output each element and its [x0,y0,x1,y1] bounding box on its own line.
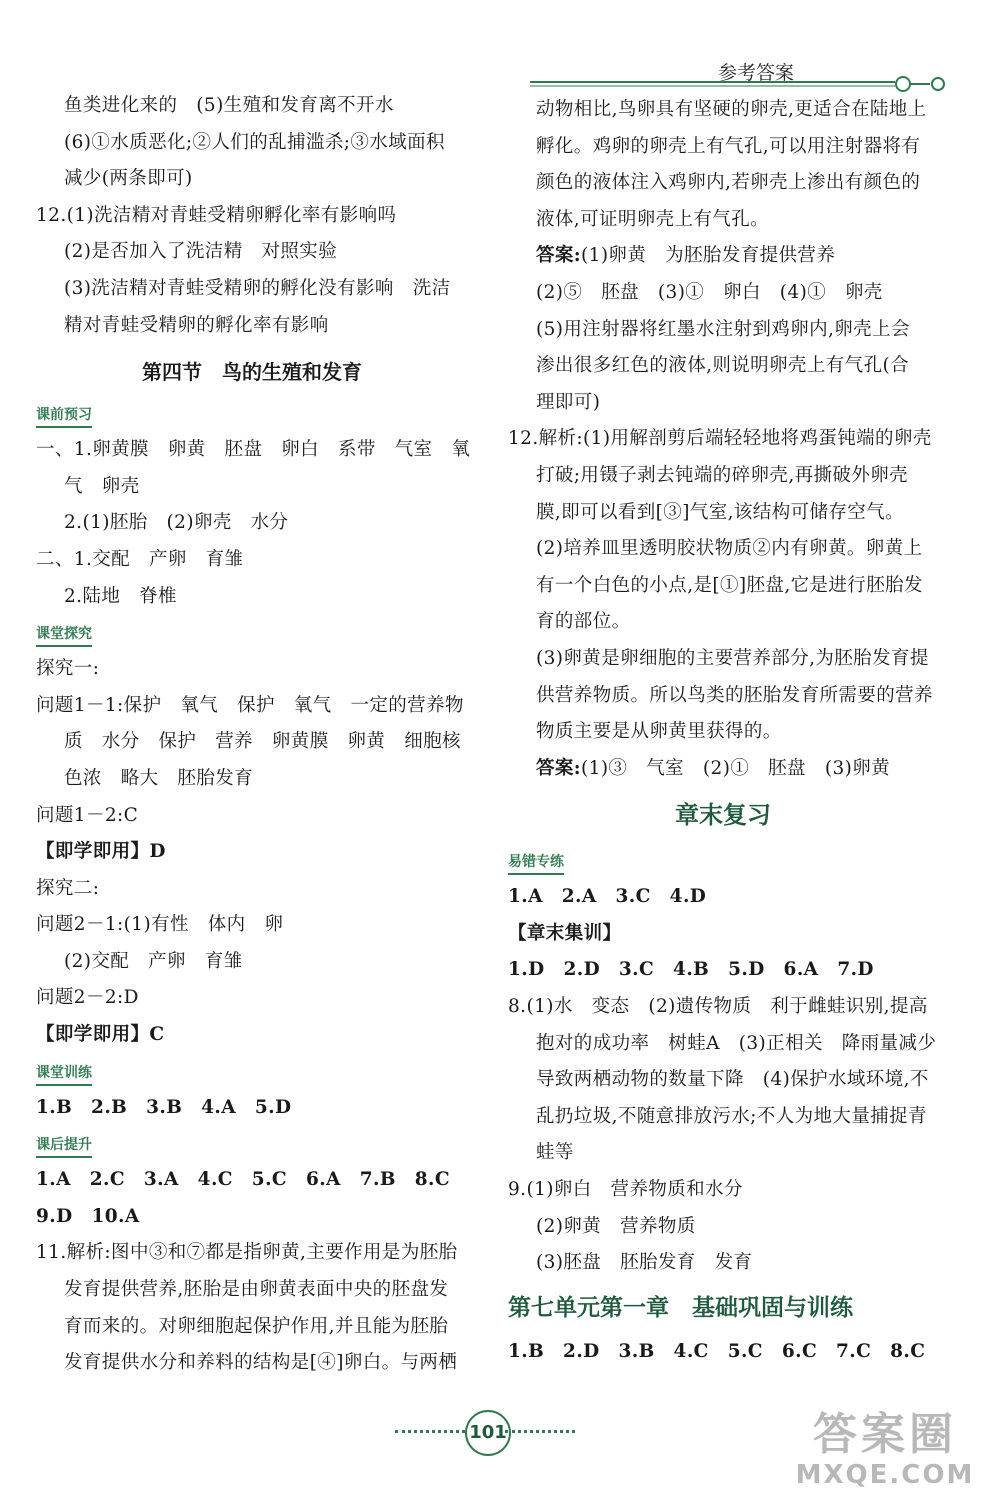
instant-use-label: 【即学即用】 [36,841,150,863]
text-line: 育的部位。 [536,611,631,633]
text-line: 12.(1)洗洁精对青蛙受精卵孵化率有影响吗 [36,204,397,226]
text-line: 理即可) [536,391,601,413]
answer-line [508,238,938,275]
tag-error-practice: 易错专练 [508,851,564,875]
tag-after-class: 课后提升 [36,1134,92,1158]
chapter-title: 章末复习 [675,801,771,830]
text-line: 膜,即可以看到[③]气室,该结构可储存空气。 [536,501,904,523]
text-line: 11.解析:图中③和⑦都是指卵黄,主要作用是为胚胎 [36,1242,458,1264]
text-line: 减少(两条即可) [64,168,193,190]
text-line: 问题2－1:(1)有性 体内 卵 [36,914,284,936]
answer-label: 答案: [536,245,582,267]
text-line: (5)用注射器将红墨水注射到鸡卵内,卵壳上会 [536,318,910,340]
tag-class-training: 课堂训练 [36,1062,92,1086]
text-line: 蛙等 [536,1142,574,1164]
footer-dots-right [505,1430,575,1433]
text-line: (2)⑤ 胚盘 (3)① 卵白 (4)① 卵壳 [536,281,883,303]
text-line: 渗出很多红色的液体,则说明卵壳上有气孔(合 [536,355,909,377]
text-line: 打破;用镊子剥去钝端的碎卵壳,再撕破外卵壳 [536,464,909,486]
text-line: (3)卵黄是卵细胞的主要营养部分,为胚胎发育提 [536,647,929,669]
text-line: 颜色的液体注入鸡卵内,若卵壳上渗出有颜色的 [536,172,921,194]
answer-line: 1.B 2.B 3.B 4.A 5.D [36,1096,292,1118]
watermark-domain: MXQE.COM [795,1460,975,1490]
text-line: (3)胚盘 胚胎发育 发育 [536,1252,753,1274]
instant-use-answer: C [149,1024,165,1046]
text-line: 精对青蛙受精卵的孵化率有影响 [64,314,329,336]
text-line: (2)卵黄 营养物质 [536,1215,696,1237]
text-line: 供营养物质。所以鸟类的胚胎发育所需要的营养 [536,684,933,706]
instant-use-answer: D [149,841,166,863]
text-line: (2)交配 产卵 育雏 [64,950,243,972]
text-line: 色浓 略大 胚胎发育 [64,767,254,789]
text-line: 12.解析:(1)用解剖剪后端轻轻地将鸡蛋钝端的卵壳 [508,428,932,450]
answer-label: 答案: [536,757,582,779]
right-column [508,92,938,1370]
answer-line [508,751,938,788]
text-line: 抱对的成功率 树蛙A (3)正相关 降雨量减少 [536,1032,937,1054]
instant-use-line [36,834,468,871]
unit-title: 第七单元第一章 基础巩固与训练 [508,1294,853,1321]
instant-use-line [36,1017,468,1054]
text-line: 气 卵壳 [64,475,140,497]
text-line: 有一个白色的小点,是[①]胚盘,它是进行胚胎发 [536,574,923,596]
tag-pre-study: 课前预习 [36,404,92,428]
footer-dots-left [395,1430,465,1433]
answer-line: 1.A 2.C 3.A 4.C 5.C 6.A 7.B 8.C [36,1169,450,1191]
text-line: 问题1－2:C [36,804,139,826]
text-line: 问题1－1:保护 氧气 保护 氧气 一定的营养物 [36,694,464,716]
text-line: 发育提供水分和养料的结构是[④]卵白。与两栖 [64,1352,458,1374]
text-line: (3)洗洁精对青蛙受精卵的孵化没有影响 洗洁 [64,277,451,299]
page-footer [395,1410,635,1460]
text-line: (6)①水质恶化;②人们的乱捕滥杀;③水域面积 [64,131,445,153]
text-line: 育而来的。对卵细胞起保护作用,并且能为胚胎 [64,1315,449,1337]
text-line: 液体,可证明卵壳上有气孔。 [536,208,770,230]
text-line: 发育提供营养,胚胎是由卵黄表面中央的胚盘发 [64,1279,449,1301]
answer-line: 1.A 2.A 3.C 4.D [508,886,707,908]
answer-line: 1.D 2.D 3.C 4.B 5.D 6.A 7.D [508,959,874,981]
text-line: 导致两栖动物的数量下降 (4)保护水域环境,不 [536,1069,929,1091]
text-line: (2)培养皿里透明胶状物质②内有卵黄。卵黄上 [536,538,923,560]
instant-use-label: 【即学即用】 [36,1024,150,1046]
text-line: 鱼类进化来的 (5)生殖和发育离不开水 [64,95,394,116]
header-title: 参考答案 [718,62,795,84]
text-line: 一、1.卵黄膜 卵黄 胚盘 卵白 系带 气室 氧 [36,439,471,461]
answer-line: 1.B 2.D 3.B 4.C 5.C 6.C 7.C 8.C [508,1340,926,1362]
text-line: 8.(1)水 变态 (2)遗传物质 利于雌蛙识别,提高 [508,996,928,1018]
text-line: 9.(1)卵白 营养物质和水分 [508,1179,743,1201]
section-title: 第四节 鸟的生殖和发育 [142,360,362,385]
left-column [36,88,471,1382]
text-line: 质 水分 保护 营养 卵黄膜 卵黄 细胞核 [64,731,461,753]
text-line: 动物相比,鸟卵具有坚硬的卵壳,更适合在陆地上 [536,99,927,120]
text-line: 乱扔垃圾,不随意排放污水;不人为地大量捕捉青 [536,1105,927,1127]
answer-text: (1)卵黄 为胚胎发育提供营养 [581,245,836,267]
answer-line: 9.D 10.A [36,1205,140,1227]
watermark-logo [790,1410,980,1500]
text-line: 2.(1)胚胎 (2)卵壳 水分 [64,512,289,534]
review-label: 【章末集训】 [508,922,622,944]
answer-text: (1)③ 气室 (2)① 胚盘 (3)卵黄 [581,757,891,779]
text-line: 物质主要是从卵黄里获得的。 [536,721,782,743]
text-line: 二、1.交配 产卵 育雏 [36,548,244,570]
text-line: 孵化。鸡卵的卵壳上有气孔,可以用注射器将有 [536,135,921,157]
text-line: 2.陆地 脊椎 [64,585,177,607]
page-number: 101 [465,1410,511,1456]
text-line: (2)是否加入了洗洁精 对照实验 [64,241,338,263]
watermark-title: 答案圈 [813,1409,957,1460]
text-line: 问题2－2:D [36,987,139,1009]
text-line: 探究二: [36,877,100,899]
text-line: 探究一: [36,658,100,680]
tag-class-explore: 课堂探究 [36,623,92,647]
